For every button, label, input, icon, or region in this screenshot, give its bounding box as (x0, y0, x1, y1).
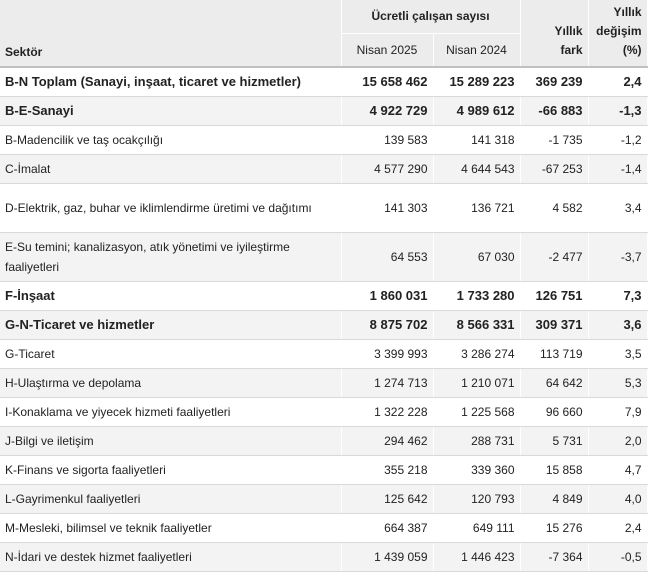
annual-difference: -1 735 (520, 125, 588, 154)
value-april-2025: 1 322 228 (341, 397, 433, 426)
value-april-2024: 67 030 (433, 232, 520, 281)
table-row (0, 183, 647, 232)
annual-change-percent: 4,0 (588, 484, 647, 513)
annual-change-percent: 2,4 (588, 513, 647, 542)
value-april-2024: 1 225 568 (433, 397, 520, 426)
table-body (0, 67, 647, 571)
table-row (0, 339, 647, 368)
annual-difference: 4 582 (520, 183, 588, 232)
sector-column-header: Sektör (0, 0, 341, 67)
sector-name: I-Konaklama ve yiyecek hizmeti faaliyetleri (0, 397, 341, 426)
table-row (0, 455, 647, 484)
value-april-2025: 4 922 729 (341, 96, 433, 125)
value-april-2024: 136 721 (433, 183, 520, 232)
annual-change-percent: 5,3 (588, 368, 647, 397)
value-april-2024: 15 289 223 (433, 67, 520, 96)
annual-difference: 4 849 (520, 484, 588, 513)
sector-name: B-Madencilik ve taş ocakçılığı (0, 125, 341, 154)
annual-difference: 126 751 (520, 281, 588, 310)
sector-name: H-Ulaştırma ve depolama (0, 368, 341, 397)
value-april-2024: 8 566 331 (433, 310, 520, 339)
sector-name: E-Su temini; kanalizasyon, atık yönetimi ve iyileştirme faaliyetleri (0, 232, 341, 281)
table-row (0, 96, 647, 125)
table-row (0, 232, 647, 281)
table-row (0, 513, 647, 542)
value-april-2024: 141 318 (433, 125, 520, 154)
annual-difference: -66 883 (520, 96, 588, 125)
annual-change-percent: 7,3 (588, 281, 647, 310)
table-row (0, 368, 647, 397)
annual-difference-header-line1: Yıllık (554, 24, 583, 38)
annual-change-percent: 3,5 (588, 339, 647, 368)
annual-difference: 64 642 (520, 368, 588, 397)
value-april-2024: 1 446 423 (433, 542, 520, 571)
annual-difference: 113 719 (520, 339, 588, 368)
annual-difference: -67 253 (520, 154, 588, 183)
annual-change-percent: -1,2 (588, 125, 647, 154)
annual-change-header-line3: (%) (622, 43, 642, 57)
annual-change-percent: -1,3 (588, 96, 647, 125)
value-april-2024: 4 989 612 (433, 96, 520, 125)
annual-difference: 96 660 (520, 397, 588, 426)
table-row (0, 310, 647, 339)
table-row (0, 426, 647, 455)
table-row (0, 397, 647, 426)
value-april-2025: 139 583 (341, 125, 433, 154)
value-april-2024: 1 210 071 (433, 368, 520, 397)
annual-difference: 309 371 (520, 310, 588, 339)
sector-name: F-İnşaat (0, 281, 341, 310)
annual-difference: 5 731 (520, 426, 588, 455)
sector-name: G-N-Ticaret ve hizmetler (0, 310, 341, 339)
sector-name: N-İdari ve destek hizmet faaliyetleri (0, 542, 341, 571)
value-april-2024: 3 286 274 (433, 339, 520, 368)
value-april-2025: 15 658 462 (341, 67, 433, 96)
annual-difference: 15 858 (520, 455, 588, 484)
value-april-2025: 1 860 031 (341, 281, 433, 310)
annual-change-header-line2: değişim (596, 24, 642, 38)
value-april-2025: 294 462 (341, 426, 433, 455)
value-april-2025: 64 553 (341, 232, 433, 281)
table-row (0, 484, 647, 513)
annual-difference-header (520, 0, 588, 67)
annual-change-percent: -0,5 (588, 542, 647, 571)
annual-change-percent: 7,9 (588, 397, 647, 426)
annual-difference-header-line2: fark (560, 43, 583, 57)
value-april-2024: 339 360 (433, 455, 520, 484)
sector-name: B-E-Sanayi (0, 96, 341, 125)
table-header (0, 0, 647, 67)
value-april-2024: 4 644 543 (433, 154, 520, 183)
value-april-2025: 141 303 (341, 183, 433, 232)
sector-name: J-Bilgi ve iletişim (0, 426, 341, 455)
april-2024-header: Nisan 2024 (433, 33, 520, 67)
annual-change-header-line1: Yıllık (613, 5, 642, 19)
value-april-2025: 664 387 (341, 513, 433, 542)
table-row (0, 125, 647, 154)
annual-difference: -2 477 (520, 232, 588, 281)
sector-name: D-Elektrik, gaz, buhar ve iklimlendirme üretimi ve dağıtımı (0, 183, 341, 232)
value-april-2024: 1 733 280 (433, 281, 520, 310)
sector-name: K-Finans ve sigorta faaliyetleri (0, 455, 341, 484)
value-april-2024: 288 731 (433, 426, 520, 455)
annual-change-percent: 3,6 (588, 310, 647, 339)
annual-difference: -7 364 (520, 542, 588, 571)
annual-difference: 369 239 (520, 67, 588, 96)
table-row (0, 67, 647, 96)
annual-change-percent: 2,4 (588, 67, 647, 96)
value-april-2025: 125 642 (341, 484, 433, 513)
annual-change-percent: 4,7 (588, 455, 647, 484)
annual-difference: 15 276 (520, 513, 588, 542)
sector-name: L-Gayrimenkul faaliyetleri (0, 484, 341, 513)
sector-name: C-İmalat (0, 154, 341, 183)
april-2025-header: Nisan 2025 (341, 33, 433, 67)
table-row (0, 154, 647, 183)
value-april-2025: 3 399 993 (341, 339, 433, 368)
annual-change-header (588, 0, 647, 67)
value-april-2024: 649 111 (433, 513, 520, 542)
sector-name: G-Ticaret (0, 339, 341, 368)
paid-employee-group-header: Ücretli çalışan sayısı (341, 0, 520, 33)
annual-change-percent: -3,7 (588, 232, 647, 281)
annual-change-percent: 3,4 (588, 183, 647, 232)
table-row (0, 281, 647, 310)
annual-change-percent: 2,0 (588, 426, 647, 455)
value-april-2025: 4 577 290 (341, 154, 433, 183)
annual-change-percent: -1,4 (588, 154, 647, 183)
value-april-2025: 1 274 713 (341, 368, 433, 397)
value-april-2025: 1 439 059 (341, 542, 433, 571)
value-april-2025: 8 875 702 (341, 310, 433, 339)
value-april-2025: 355 218 (341, 455, 433, 484)
table-row (0, 542, 647, 571)
sector-name: M-Mesleki, bilimsel ve teknik faaliyetler (0, 513, 341, 542)
sector-name: B-N Toplam (Sanayi, inşaat, ticaret ve hizmetler) (0, 67, 341, 96)
value-april-2024: 120 793 (433, 484, 520, 513)
